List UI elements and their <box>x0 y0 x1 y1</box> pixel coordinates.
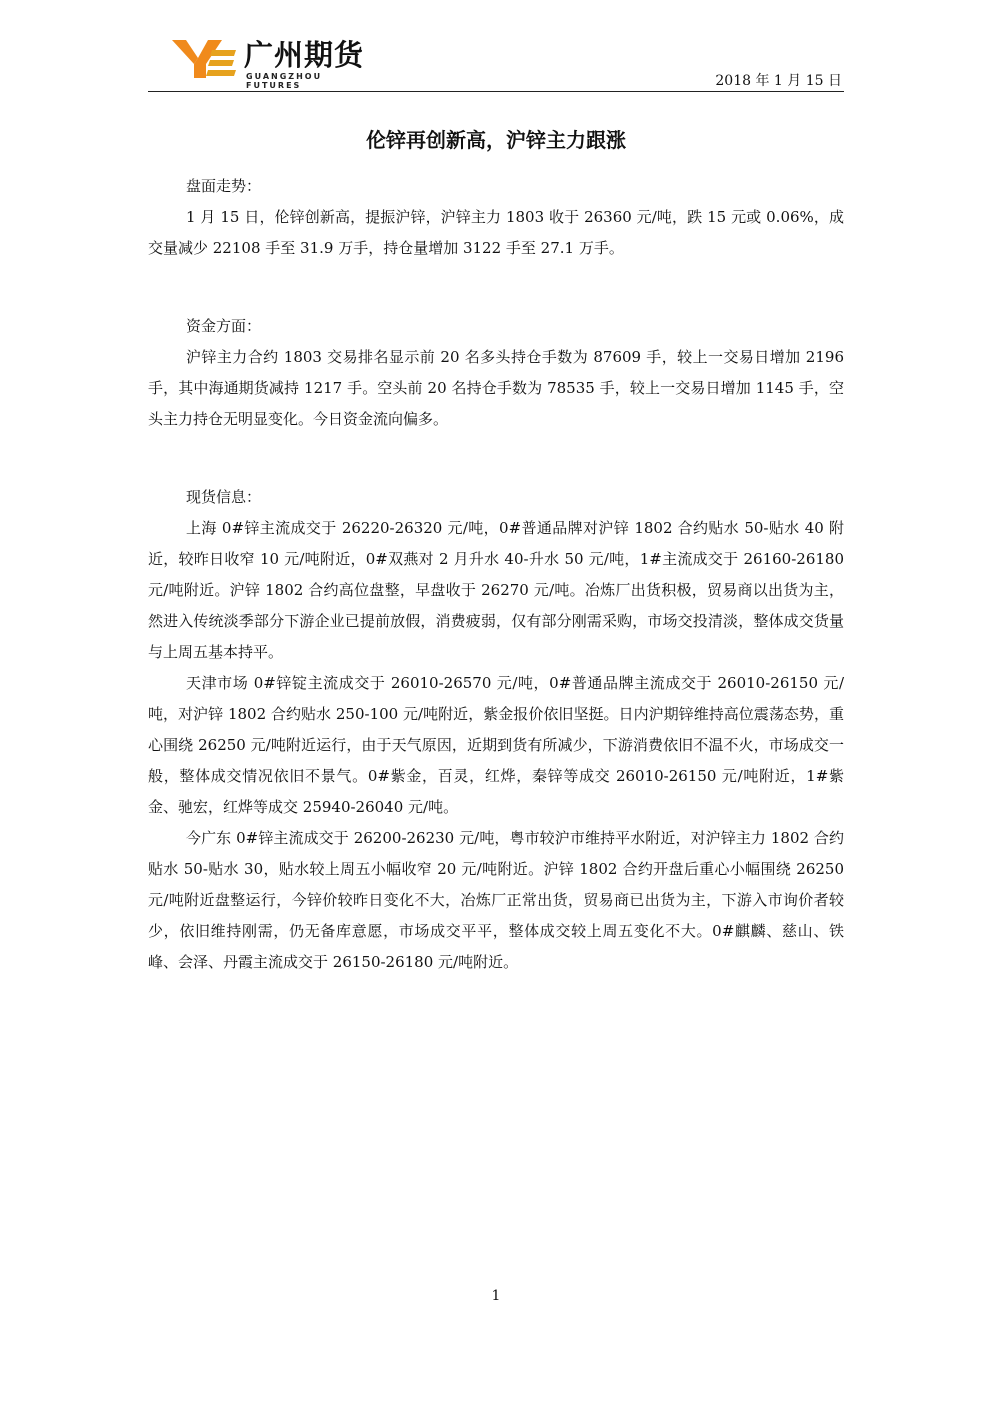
company-logo <box>172 36 372 90</box>
paragraph-spot-shanghai: 上海 0#锌主流成交于 26220-26320 元/吨，0#普通品牌对沪锌 1802 合约贴水 50-贴水 40 附近，较昨日收窄 10 元/吨附近，0#双燕对 2 月升水 40-升水 50 元/吨，1#主流成交于 26160-26180 元/吨附近。沪锌 1802 合约高位盘整，早盘收于 26270 元/吨。冶炼厂出货积极，贸易商以出货为主，然进入传统淡季部分下游企业已提前放假，消费疲弱，仅有部分刚需采购，市场交投清淡，整体成交货量与上周五基本持平。 <box>148 519 844 661</box>
logo-english-name: GUANGZHOU FUTURES <box>246 72 323 90</box>
report-date: 2018 年 1 月 15 日 <box>715 73 842 89</box>
paragraph-market-trend: 1 月 15 日，伦锌创新高，提振沪锌，沪锌主力 1803 收于 26360 元/吨，跌 15 元或 0.06%，成交量减少 22108 手至 31.9 万手，持仓量增加 3122 手至 27.1 万手。 <box>148 208 844 257</box>
section-heading-market-trend: 盘面走势： <box>186 177 262 195</box>
logo-chinese-name: 广州期货 <box>244 38 365 72</box>
logo-mark-icon <box>172 38 236 80</box>
page-number: 1 <box>491 1288 501 1304</box>
paragraph-funds: 沪锌主力合约 1803 交易排名显示前 20 名多头持仓手数为 87609 手，较上一交易日增加 2196 手，其中海通期货减持 1217 手。空头前 20 名持仓手数为 78535 手，较上一交易日增加 1145 手，空头主力持仓无明显变化。今日资金流向偏多。 <box>148 348 844 428</box>
spacer <box>148 264 844 311</box>
report-body <box>148 171 844 978</box>
paragraph-spot-tianjin: 天津市场 0#锌锭主流成交于 26010-26570 元/吨，0#普通品牌主流成交于 26010-26150 元/吨，对沪锌 1802 合约贴水 250-100 元/吨附近，紫金报价依旧坚挺。日内沪期锌维持高位震荡态势，重心围绕 26250 元/吨附近运行，由于天气原因，近期到货有所减少，下游消费依旧不温不火，市场成交一般，整体成交情况依旧不景气。0#紫金，百灵，红烨，秦锌等成交 26010-26150 元/吨附近，1#紫金、驰宏，红烨等成交 25940-26040 元/吨。 <box>148 674 844 816</box>
spacer <box>148 435 844 482</box>
report-title: 伦锌再创新高，沪锌主力跟涨 <box>366 128 626 152</box>
header-divider <box>148 91 844 92</box>
section-heading-spot-info: 现货信息： <box>186 488 262 506</box>
section-heading-funds: 资金方面： <box>186 317 262 335</box>
paragraph-spot-guangdong: 今广东 0#锌主流成交于 26200-26230 元/吨，粤市较沪市维持平水附近，对沪锌主力 1802 合约贴水 50-贴水 30，贴水较上周五小幅收窄 20 元/吨附近。沪锌 1802 合约开盘后重心小幅围绕 26250 元/吨附近盘整运行，今锌价较昨日变化不大，冶炼厂正常出货，贸易商已出货为主，下游入市询价者较少，依旧维持刚需，仍无备库意愿，市场成交平平，整体成交较上周五变化不大。0#麒麟、慈山、铁峰、会泽、丹霞主流成交于 26150-26180 元/吨附近。 <box>148 829 844 971</box>
